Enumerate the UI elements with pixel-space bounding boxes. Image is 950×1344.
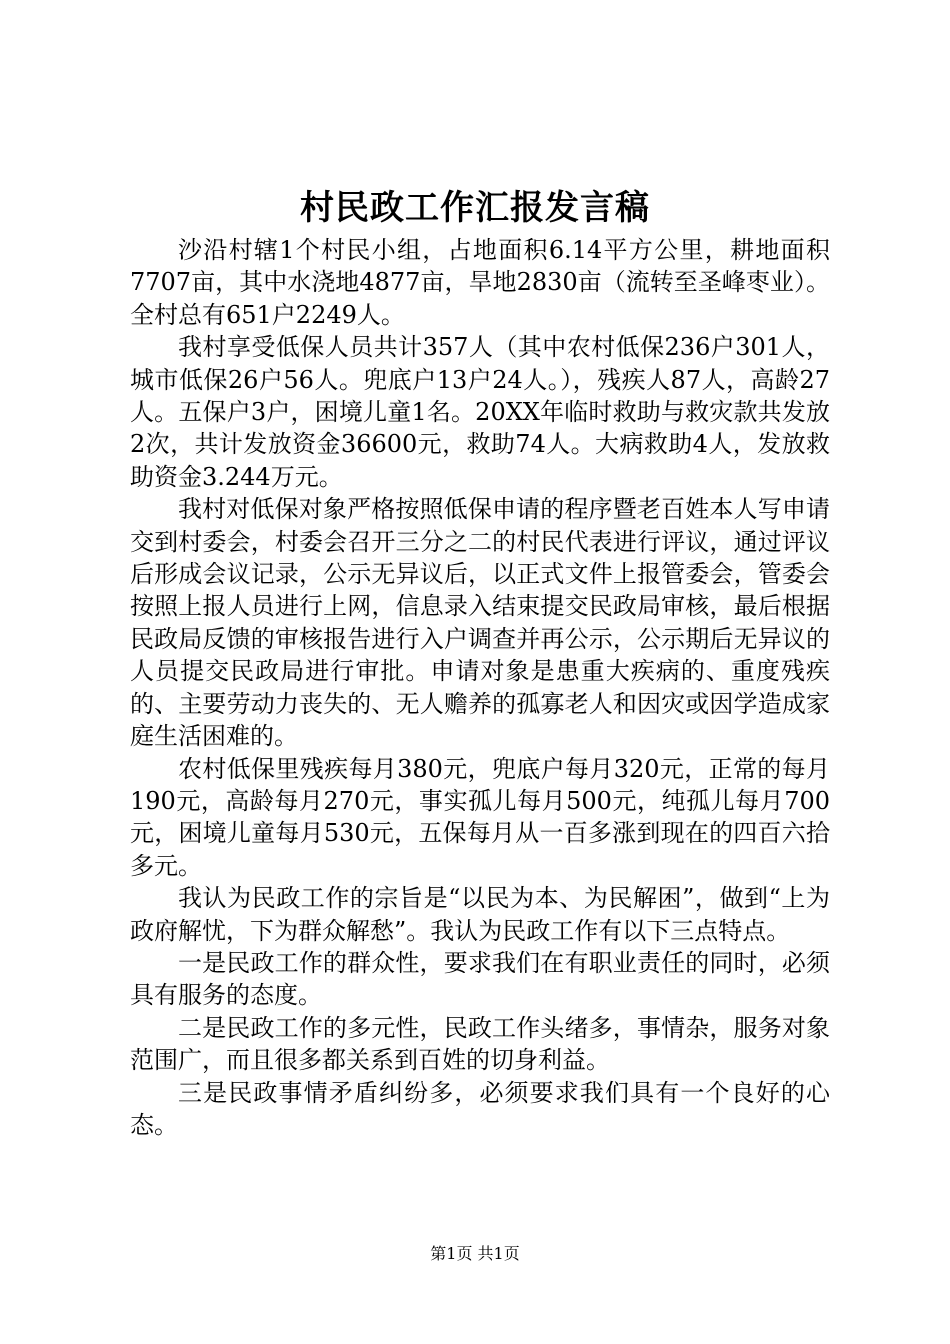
paragraph-work-purpose: 我认为民政工作的宗旨是“以民为本、为民解困”，做到“上为政府解忧，下为群众解愁”。我认为民政工作有以下三点特点。: [130, 884, 830, 945]
document-title: 村民政工作汇报发言稿: [300, 188, 650, 228]
paragraph-feature-one: 一是民政工作的群众性，要求我们在有职业责任的同时，必须具有服务的态度。: [130, 948, 830, 1010]
paragraph-welfare-statistics: 我村享受低保人员共计357人（其中农村低保236户301人，城市低保26户56人。兜底户13户24人。），残疾人87人，高龄27人。五保户3户，困境儿童1名。20XX年临时救助与救灾款共发放2次，共计发放资金36600元，救助74人。大病救助4人，发放救助资金3.244万元。: [130, 333, 830, 491]
paragraph-monthly-allowances: 农村低保里残疾每月380元，兜底户每月320元，正常的每月190元，高龄每月270元，事实孤儿每月500元，纯孤儿每月700元，困境儿童每月530元，五保每月从一百多涨到现在的四百六拾多元。: [130, 754, 830, 880]
paragraph-feature-three: 三是民政事情矛盾纠纷多，必须要求我们具有一个良好的心态。: [130, 1078, 830, 1139]
paragraph-application-procedure: 我村对低保对象严格按照低保申请的程序暨老百姓本人写申请交到村委会，村委会召开三分之二的村民代表进行评议，通过评议后形成会议记录，公示无异议后，以正式文件上报管委会，管委会按照上报人员进行上网，信息录入结束提交民政局审核，最后根据民政局反馈的审核报告进行入户调查并再公示，公示期后无异议的人员提交民政局进行审批。申请对象是患重大疾病的、重度残疾的、主要劳动力丧失的、无人赡养的孤寡老人和因灾或因学造成家庭生活困难的。: [130, 495, 830, 751]
page-footer: 第1页 共1页: [430, 1244, 520, 1263]
paragraph-village-overview: 沙沿村辖1个村民小组，占地面积6.14平方公里，耕地面积7707亩，其中水浇地4877亩，旱地2830亩（流转至圣峰枣业）。全村总有651户2249人。: [130, 236, 830, 329]
document-body: [130, 234, 830, 1141]
paragraph-feature-two: 二是民政工作的多元性，民政工作头绪多，事情杂，服务对象范围广，而且很多都关系到百姓的切身利益。: [130, 1013, 830, 1075]
